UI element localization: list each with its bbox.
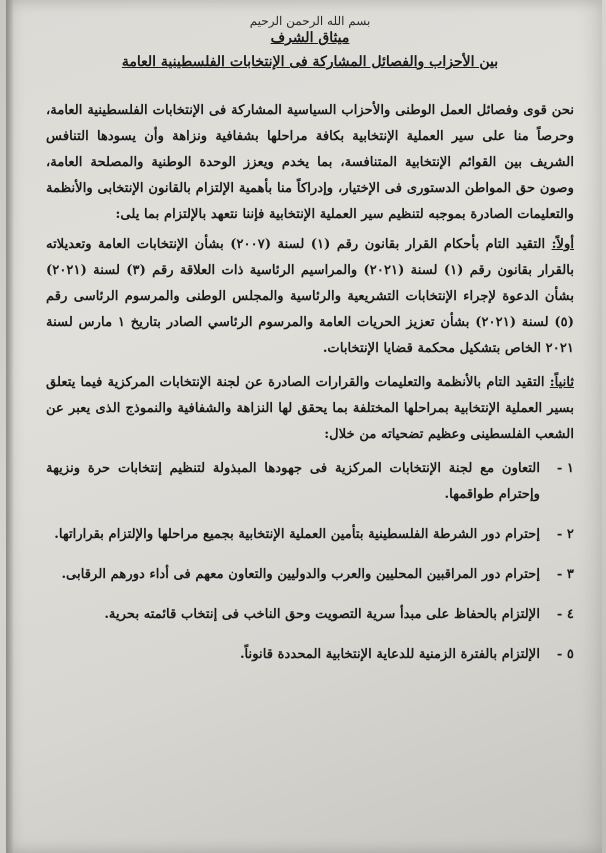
list-item	[46, 642, 574, 668]
basmala: بسم الله الرحمن الرحيم	[249, 14, 371, 28]
list-item-number: ٤ -	[556, 607, 574, 622]
list-item-number: ٥ -	[556, 647, 574, 662]
list-item-text: الإلتزام بالحفاظ على مبدأ سرية التصويت وحق الناخب فى إنتخاب قائمته بحرية.	[104, 607, 540, 622]
list-item-text: إحترام دور المراقبين المحليين والعرب والدوليين والتعاون معهم فى أداء دورهم الرقابى.	[61, 567, 540, 582]
section-second-label: ثانياً:	[549, 375, 575, 390]
list-item-number: ٣ -	[556, 567, 574, 582]
document-title: ميثاق الشرف	[270, 30, 350, 46]
list-item	[46, 562, 574, 588]
list-item-text: إحترام دور الشرطة الفلسطينية بتأمين العملية الإنتخابية بجميع مراحلها والإلتزام بقراراتها.	[54, 527, 540, 542]
list-item	[46, 602, 574, 628]
list-item	[46, 522, 574, 548]
list-item-text: الإلتزام بالفترة الزمنية للدعاية الإنتخابية المحددة قانوناً.	[239, 647, 540, 662]
list-item	[46, 456, 574, 508]
list-item-number: ١ -	[556, 461, 574, 476]
page-shadow	[6, 0, 14, 853]
document-subtitle: بين الأحزاب والفصائل المشاركة فى الإنتخابات الفلسطينية العامة	[121, 54, 499, 70]
document-body	[46, 14, 574, 682]
section-second	[46, 370, 574, 448]
section-first-label: أولاً:	[551, 237, 575, 252]
intro-paragraph: نحن قوى وفصائل العمل الوطنى والأحزاب السياسية المشاركة فى الإنتخابات الفلسطينية العامة، وحرصاً منا على سير العملية الإنتخابية بكافة مراحلها بشفافية ونزاهة وأن يسودها التنافس الشريف بين القوائم الإنتخابية المتنافسة، بما يخدم ويعزز الوحدة الوطنية والمصلحة العامة، وصون حق المواطن الدستورى فى الإختيار، وإدراكاً منا بأهمية الإلتزام بالقانون الإنتخابى والأنظمة والتعليمات الصادرة بموجبه لتنظيم سير العملية الإنتخابية فإننا نتعهد بالإلتزام بما يلى:	[46, 103, 574, 222]
list-item-text: التعاون مع لجنة الإنتخابات المركزية فى جهودها المبذولة لتنظيم إنتخابات حرة ونزيهة وإحترام طواقمها.	[46, 461, 540, 502]
paper-sheet	[6, 0, 602, 853]
list-item-number: ٢ -	[556, 527, 574, 542]
section-first	[46, 232, 574, 362]
section-first-text: التقيد التام بأحكام القرار بقانون رقم (١) لسنة (٢٠٠٧) بشأن الإنتخابات العامة وتعديلاته بالقرار بقانون رقم (١) لسنة (٢٠٢١) والمراسيم الرئاسية ذات العلاقة رقم (٣) لسنة (٢٠٢١) بشأن الدعوة لإجراء الإنتخابات التشريعية والرئاسية والمجلس الوطنى والمرسوم الرئاسى رقم (٥) لسنة (٢٠٢١) بشأن تعزيز الحريات العامة والمرسوم الرئاسي الصادر بتاريخ ١ مارس لسنة ٢٠٢١ الخاص بتشكيل محكمة قضايا الإنتخابات.	[46, 237, 574, 356]
section-second-text: التقيد التام بالأنظمة والتعليمات والقرارات الصادرة عن لجنة الإنتخابات المركزية فيما يتعلق بسير العملية الإنتخابية بمراحلها المختلفة بما يحقق لها النزاهة والشفافية والنموذج الذى يعبر عن الشعب الفلسطينى وعظيم تضحياته من خلال:	[46, 375, 574, 442]
